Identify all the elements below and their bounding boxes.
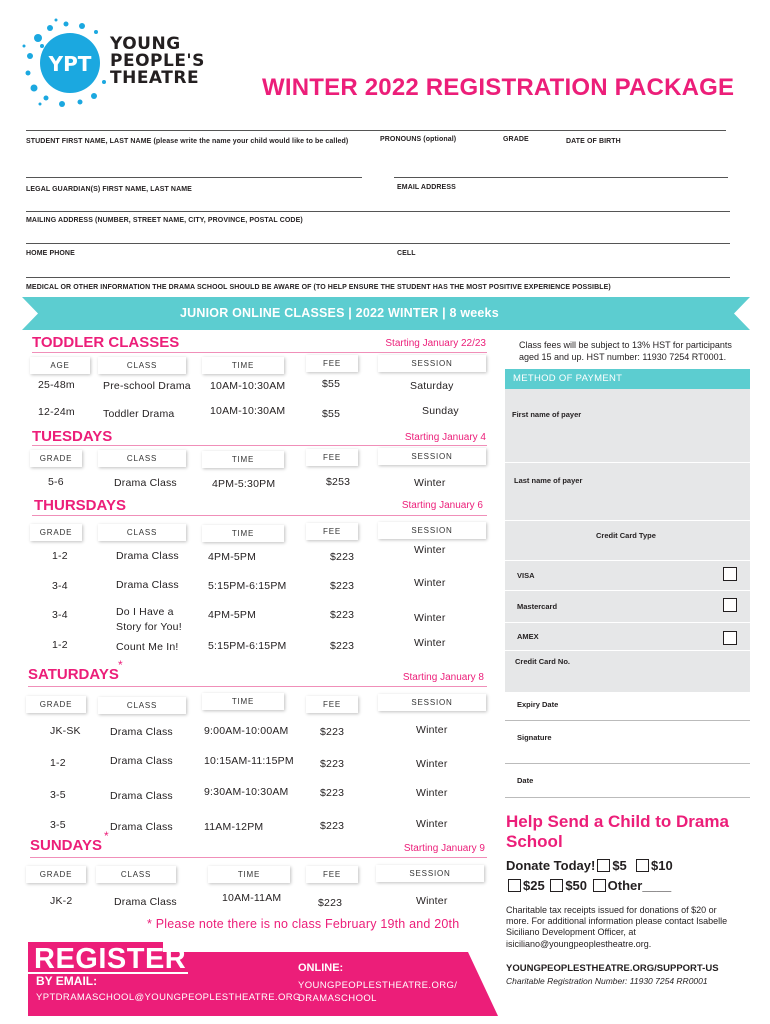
- saturdays-title: SATURDAYS: [28, 666, 119, 683]
- table-cell: Sunday: [422, 405, 459, 417]
- table-cell: 10AM-10:30AM: [210, 405, 286, 417]
- toddler-time-header: TIME: [202, 357, 284, 374]
- tuesdays-title: TUESDAYS: [32, 428, 113, 445]
- table-cell: Winter: [414, 637, 446, 649]
- mastercard-checkbox[interactable]: [723, 598, 737, 612]
- table-cell: $55: [322, 378, 341, 390]
- register-online-link[interactable]: YOUNGPEOPLESTHEATRE.ORG/ DRAMASCHOOL: [298, 980, 458, 1004]
- card-number-label: Credit Card No.: [515, 657, 571, 666]
- table-cell: 9:30AM-10:30AM: [204, 786, 289, 798]
- sundays-time-header: TIME: [208, 866, 290, 883]
- donate-25-checkbox[interactable]: [508, 879, 521, 892]
- table-cell: 10AM-10:30AM: [210, 380, 286, 392]
- table-cell: Do I Have a: [116, 606, 174, 618]
- closure-note: * Please note there is no class February 19th and 20th: [147, 917, 460, 931]
- tuesdays-time-header: TIME: [202, 451, 284, 468]
- table-cell: 3-5: [50, 819, 66, 831]
- date-label: Date: [517, 776, 534, 785]
- logo-wordmark: [110, 36, 205, 87]
- table-cell: Drama Class: [114, 477, 177, 489]
- payer-last-name-field[interactable]: [505, 520, 750, 521]
- support-link[interactable]: YOUNGPEOPLESTHEATRE.ORG/SUPPORT-US: [506, 963, 719, 974]
- table-cell: $223: [330, 580, 355, 592]
- table-cell: 3-4: [52, 580, 68, 592]
- table-cell: Count Me In!: [116, 641, 179, 653]
- table-cell: Toddler Drama: [103, 408, 175, 420]
- guardian-email-field[interactable]: [26, 211, 730, 212]
- logo-initials: YPT: [48, 52, 92, 76]
- table-cell: $223: [320, 726, 345, 738]
- table-cell: 5-6: [48, 476, 64, 488]
- donate-5-checkbox[interactable]: [597, 859, 610, 872]
- table-cell: $55: [322, 408, 341, 420]
- table-cell: $223: [318, 897, 343, 909]
- grade-label: GRADE: [503, 136, 529, 143]
- table-cell: 5:15PM-6:15PM: [208, 580, 287, 592]
- ypt-logo: [20, 18, 120, 108]
- thursdays-session-header: SESSION: [378, 522, 486, 539]
- visa-label: VISA: [517, 571, 535, 580]
- saturdays-fee-header: FEE: [306, 696, 358, 713]
- donate-row-1: [506, 858, 673, 873]
- table-cell: 10AM-11AM: [222, 892, 282, 904]
- toddler-start: Starting January 22/23: [385, 338, 486, 349]
- banner-text: JUNIOR ONLINE CLASSES | 2022 WINTER | 8 weeks: [180, 306, 499, 320]
- donate-10-checkbox[interactable]: [636, 859, 649, 872]
- table-cell: Drama Class: [110, 755, 173, 767]
- table-cell: Winter: [416, 787, 448, 799]
- home-phone-label: HOME PHONE: [26, 250, 75, 257]
- payer-first-name-label: First name of payer: [512, 410, 582, 419]
- toddler-age-header: AGE: [30, 357, 90, 374]
- donate-title: Help Send a Child to Drama School: [506, 812, 729, 851]
- table-cell: Winter: [414, 544, 446, 556]
- table-cell: 10:15AM-11:15PM: [204, 755, 294, 767]
- table-cell: $223: [320, 787, 345, 799]
- table-cell: Drama Class: [110, 726, 173, 738]
- table-cell: Story for You!: [116, 621, 182, 633]
- table-cell: Drama Class: [110, 790, 173, 802]
- table-cell: Drama Class: [116, 579, 179, 591]
- toddler-session-header: SESSION: [378, 355, 486, 372]
- table-cell: 1-2: [50, 757, 66, 769]
- mailing-label: MAILING ADDRESS (NUMBER, STREET NAME, CITY, PROVINCE, POSTAL CODE): [26, 217, 303, 224]
- visa-divider: [505, 590, 750, 591]
- support-block: [506, 963, 741, 988]
- thursdays-class-header: CLASS: [98, 524, 186, 541]
- table-cell: 4PM-5:30PM: [212, 478, 276, 490]
- table-cell: Drama Class: [114, 896, 177, 908]
- page-title: WINTER 2022 REGISTRATION PACKAGE: [262, 74, 735, 101]
- table-cell: Winter: [414, 612, 446, 624]
- sundays-class-header: CLASS: [96, 866, 176, 883]
- visa-checkbox[interactable]: [723, 567, 737, 581]
- table-cell: 4PM-5PM: [208, 609, 257, 621]
- tuesdays-start: Starting January 4: [404, 432, 486, 443]
- toddler-class-header: CLASS: [98, 357, 186, 374]
- pronouns-label: PRONOUNS (optional): [380, 136, 457, 143]
- table-cell: $223: [320, 820, 345, 832]
- table-cell: Winter: [414, 577, 446, 589]
- table-cell: Drama Class: [110, 821, 173, 833]
- charity-number: Charitable Registration Number: 11930 7254 RR0001: [506, 976, 708, 986]
- table-cell: Winter: [414, 477, 446, 489]
- saturdays-time-header: TIME: [202, 693, 284, 710]
- mailing-field[interactable]: [26, 243, 730, 244]
- table-cell: $253: [326, 476, 351, 488]
- toddler-fee-header: FEE: [306, 355, 358, 372]
- dob-label: DATE OF BIRTH: [566, 138, 621, 145]
- table-cell: Winter: [416, 724, 448, 736]
- saturdays-grade-header: GRADE: [26, 696, 86, 713]
- by-email-label: BY EMAIL:: [36, 974, 98, 988]
- donate-other-checkbox[interactable]: [593, 879, 606, 892]
- table-cell: 1-2: [52, 639, 68, 651]
- donate-other-label: Other____: [607, 878, 672, 893]
- sundays-star: *: [104, 829, 109, 843]
- amex-divider: [505, 650, 750, 651]
- saturdays-star: *: [118, 658, 123, 672]
- online-label: ONLINE:: [298, 962, 344, 974]
- table-cell: 9:00AM-10:00AM: [204, 725, 289, 737]
- table-cell: $223: [330, 640, 355, 652]
- card-type-label: Credit Card Type: [596, 531, 656, 540]
- student-name-label: STUDENT FIRST NAME, LAST NAME (please write the name your child would like to be called): [26, 138, 349, 145]
- table-cell: $223: [330, 609, 355, 621]
- table-cell: Winter: [416, 895, 448, 907]
- donate-5-label: $5: [612, 858, 627, 873]
- table-cell: 12-24m: [38, 406, 75, 418]
- expiry-field[interactable]: [505, 720, 750, 721]
- email-label: EMAIL ADDRESS: [397, 184, 456, 191]
- table-cell: 25-48m: [38, 379, 75, 391]
- sundays-title: SUNDAYS: [30, 837, 102, 854]
- medical-label: MEDICAL OR OTHER INFORMATION THE DRAMA SCHOOL SHOULD BE AWARE OF (TO HELP ENSURE THE STUDENT HAS THE MOST POSITIVE EXPERIENCE POSSIBLE): [26, 284, 611, 291]
- table-cell: Drama Class: [116, 550, 179, 562]
- payment-box: [505, 389, 750, 692]
- table-cell: Saturday: [410, 380, 454, 392]
- saturdays-rule: [28, 686, 487, 687]
- table-cell: 5:15PM-6:15PM: [208, 640, 287, 652]
- table-cell: 11AM-12PM: [204, 821, 264, 833]
- toddler-rule: [32, 352, 487, 353]
- signature-label: Signature: [517, 733, 552, 742]
- expiry-label: Expiry Date: [517, 700, 559, 709]
- toddler-title: TODDLER CLASSES: [32, 334, 180, 351]
- payer-first-name-field[interactable]: [505, 462, 750, 463]
- sundays-fee-header: FEE: [306, 866, 358, 883]
- sundays-session-header: SESSION: [376, 865, 484, 882]
- table-cell: $223: [320, 758, 345, 770]
- saturdays-start: Starting January 8: [402, 672, 484, 683]
- donate-10-label: $10: [651, 858, 673, 873]
- register-heading: REGISTER: [34, 943, 187, 975]
- mastercard-divider: [505, 622, 750, 623]
- table-cell: Pre-school Drama: [103, 380, 191, 392]
- register-email-link[interactable]: YPTDRAMASCHOOL@YOUNGPEOPLESTHEATRE.ORG: [36, 992, 301, 1003]
- table-cell: 3-4: [52, 609, 68, 621]
- logo-line-3: THEATRE: [110, 68, 200, 88]
- table-cell: Winter: [416, 758, 448, 770]
- logo-line-1: YOUNG: [110, 34, 181, 54]
- sundays-grade-header: GRADE: [26, 866, 86, 883]
- tuesdays-grade-header: GRADE: [30, 450, 82, 467]
- payer-last-name-label: Last name of payer: [514, 476, 583, 485]
- tuesdays-session-header: SESSION: [378, 448, 486, 465]
- student-name-field[interactable]: [26, 177, 362, 178]
- donate-today-label: Donate Today!: [506, 858, 596, 873]
- table-cell: JK-SK: [50, 725, 81, 737]
- amex-checkbox[interactable]: [723, 631, 737, 645]
- tuesdays-fee-header: FEE: [306, 449, 358, 466]
- sundays-start: Starting January 9: [403, 843, 485, 854]
- thursdays-rule: [32, 515, 487, 516]
- thursdays-start: Starting January 6: [401, 500, 483, 511]
- sundays-rule: [30, 857, 487, 858]
- tuesdays-rule: [32, 445, 487, 446]
- signature-field[interactable]: [505, 763, 750, 764]
- donate-50-label: $50: [565, 878, 588, 893]
- fees-note: Class fees will be subject to 13% HST for participants aged 15 and up. HST number: 11930 7254 RT0001.: [519, 340, 732, 362]
- date-field[interactable]: [505, 797, 750, 798]
- guardian-label: LEGAL GUARDIAN(S) FIRST NAME, LAST NAME: [26, 186, 192, 193]
- thursdays-fee-header: FEE: [306, 523, 358, 540]
- thursdays-time-header: TIME: [202, 525, 284, 542]
- donate-50-checkbox[interactable]: [550, 879, 563, 892]
- cell-label: CELL: [397, 250, 416, 257]
- table-cell: 1-2: [52, 550, 68, 562]
- method-of-payment-header: METHOD OF PAYMENT: [505, 369, 750, 389]
- form-top-rule: [26, 130, 726, 131]
- thursdays-grade-header: GRADE: [30, 524, 82, 541]
- table-cell: JK-2: [50, 895, 73, 907]
- saturdays-class-header: CLASS: [98, 697, 186, 714]
- table-cell: 4PM-5PM: [208, 551, 257, 563]
- card-type-divider: [505, 560, 750, 561]
- table-cell: Winter: [416, 818, 448, 830]
- tuesdays-class-header: CLASS: [98, 450, 186, 467]
- thursdays-title: THURSDAYS: [34, 497, 126, 514]
- phone-field[interactable]: [26, 277, 730, 278]
- logo-line-2: PEOPLE'S: [110, 51, 205, 71]
- pronouns-grade-dob-field[interactable]: [394, 177, 728, 178]
- table-cell: 3-5: [50, 789, 66, 801]
- amex-label: AMEX: [517, 632, 539, 641]
- donate-25-label: $25: [523, 878, 545, 893]
- saturdays-session-header: SESSION: [378, 694, 486, 711]
- donate-row-2: [506, 878, 671, 893]
- table-cell: $223: [330, 551, 355, 563]
- mastercard-label: Mastercard: [517, 602, 558, 611]
- charity-info: Charitable tax receipts issued for donations of $20 or more. For additional information please contact Isabelle Siciliano Development Officer, at isiciliano@youngpeoplestheatre.org.: [506, 905, 728, 949]
